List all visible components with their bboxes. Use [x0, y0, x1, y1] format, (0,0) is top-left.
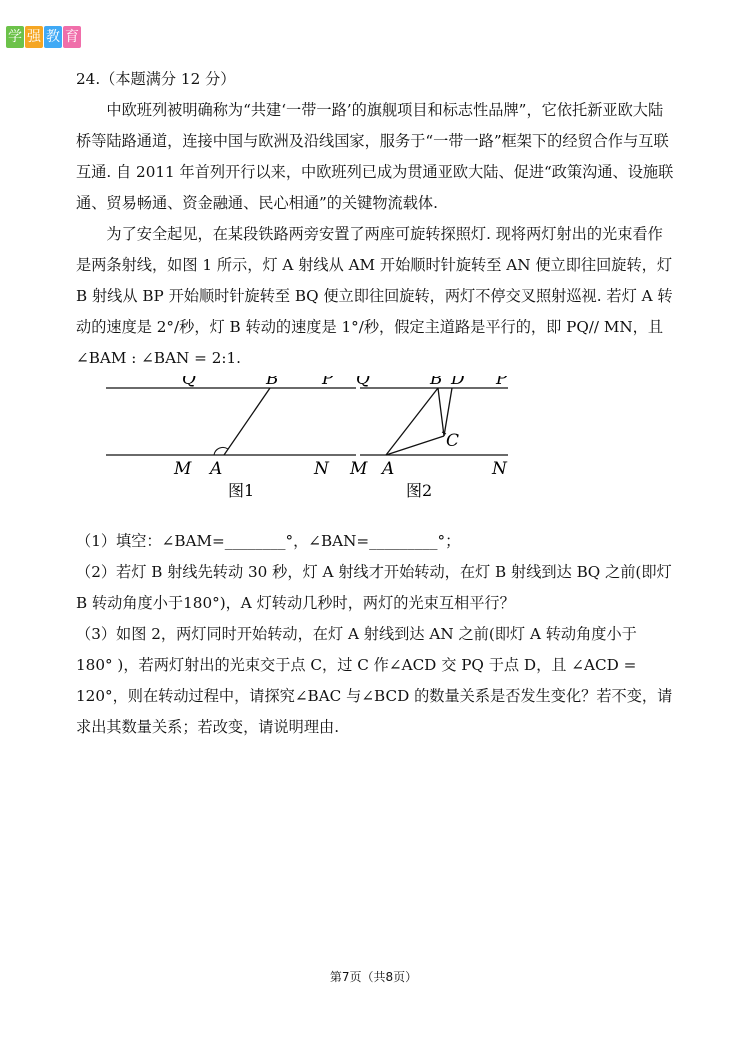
fig2-label-q: Q [356, 376, 370, 389]
problem-header: 24.（本题满分 12 分） [76, 70, 236, 88]
fig2-label-d: D [451, 376, 465, 389]
fig1-label-p: P [322, 376, 334, 389]
fig2-ray-bc [438, 388, 444, 436]
geometry-figures [76, 376, 676, 526]
logo-char-2: 强 [25, 26, 43, 48]
logo-char-3: 教 [44, 26, 62, 48]
question-1: （1）填空：∠BAM=________°，∠BAN=_________°； [76, 532, 461, 550]
problem-paragraph-1: 中欧班列被明确称为“共建‘一带一路’的旗舰项目和标志性品牌”，它依托新亚欧大陆桥等陆路通道，连接中国与欧洲及沿线国家，服务于“一带一路”框架下的经贸合作与互联互通. 自 2011 年首列开行以来，中欧班列已成为贯通亚欧大陆、促进“政策沟通、设施联通、贸易畅通、资金融通、民心相通”的关键物流载体. [76, 101, 674, 212]
figure-1 [106, 376, 356, 500]
question-2: （2）若灯 B 射线先转动 30 秒，灯 A 射线才开始转动，在灯 B 射线到达 BQ 之前(即灯 B 转动角度小于180°)，A 灯转动几秒时，两灯的光束互相平行？ [76, 563, 672, 612]
fig2-label-p: P [496, 376, 508, 389]
fig2-label-a: A [382, 459, 395, 479]
problem-paragraph-2: 为了安全起见，在某段铁路两旁安置了两座可旋转探照灯. 现将两灯射出的光束看作是两条射线，如图 1 所示，灯 A 射线从 AM 开始顺时针旋转至 AN 便立即往回旋转，灯 B 射线从 BP 开始顺时针旋转至 BQ 便立即往回旋转，两灯不停交叉照射巡视. 若灯 A 转动的速度是 2°/秒，灯 B 转动的速度是 1°/秒，假定主道路是平行的，即 PQ// MN，且 ∠BAM : ∠BAN = 2:1. [76, 225, 673, 367]
fig2-ray-ab [386, 388, 438, 455]
fig1-label-n: N [314, 459, 329, 479]
fig1-ray-ab [224, 388, 270, 455]
question-3: （3）如图 2，两灯同时开始转动，在灯 A 射线到达 AN 之前(即灯 A 转动角度小于 180° )，若两灯射出的光束交于点 C，过 C 作∠ACD 交 PQ 于点 D，且 ∠ACD = 120°，则在转动过程中，请探究∠BAC 与∠BCD 的数量关系是否发生变化？若不变，请求出其数量关系；若改变，请说明理由. [76, 625, 673, 736]
fig2-segment-cd [444, 388, 452, 436]
page-footer: 第7页（共8页） [329, 970, 418, 984]
fig1-caption: 图1 [228, 481, 255, 500]
fig2-ray-ac [386, 436, 444, 455]
logo-char-4: 育 [63, 26, 81, 48]
fig1-label-q: Q [182, 376, 196, 389]
logo-char-1: 学 [6, 26, 24, 48]
figure-2 [349, 376, 508, 500]
fig2-label-m: M [350, 459, 368, 479]
figures-area [76, 376, 676, 526]
fig2-label-b: B [430, 376, 443, 389]
fig1-label-b: B [266, 376, 279, 389]
fig2-label-c: C [446, 431, 460, 451]
fig1-label-m: M [174, 459, 192, 479]
brand-logo [6, 26, 81, 50]
fig1-label-a: A [210, 459, 223, 479]
fig2-label-n: N [492, 459, 507, 479]
problem-content [76, 64, 676, 743]
fig2-caption: 图2 [406, 481, 433, 500]
